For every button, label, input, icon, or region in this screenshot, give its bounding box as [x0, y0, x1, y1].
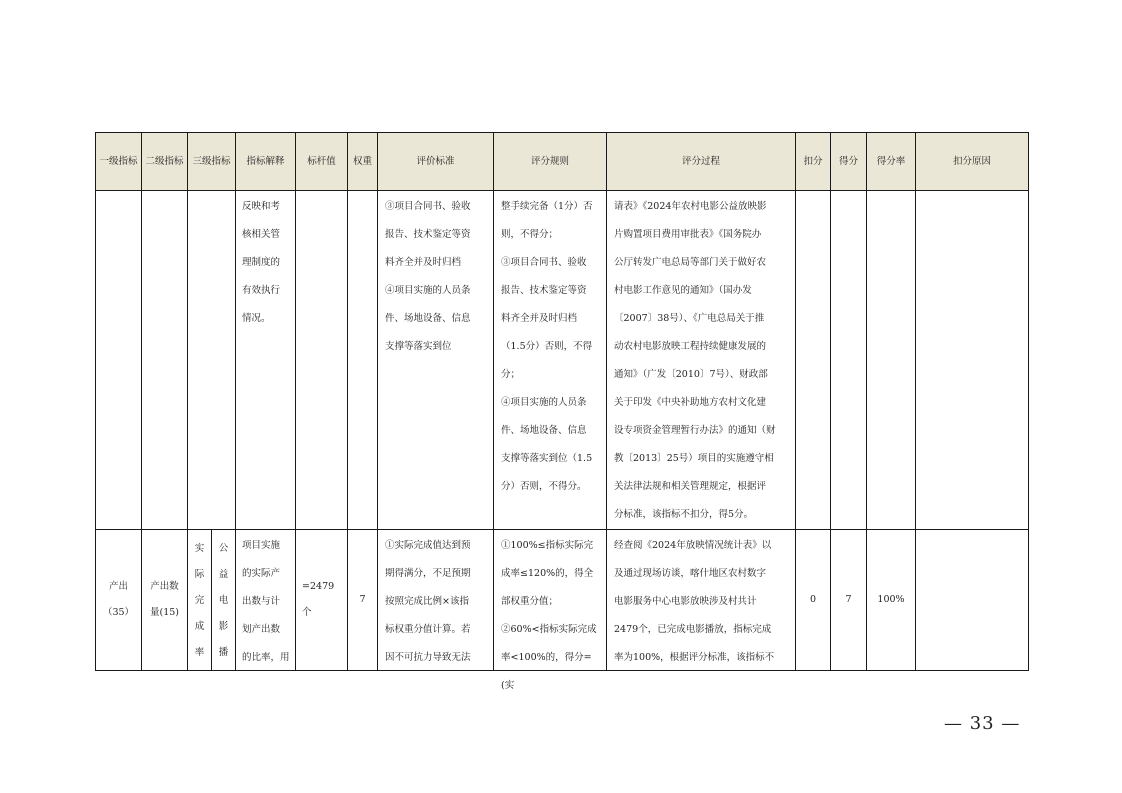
- header-benchmark: 标杆值: [296, 133, 348, 191]
- row2-score-text: 7: [845, 594, 852, 605]
- row1-score-cell: [831, 191, 867, 530]
- header-explain: 指标解释: [236, 133, 296, 191]
- header-criteria: 评价标准: [378, 133, 494, 191]
- page-number: — 33 —: [944, 713, 1021, 734]
- row2-explain-text: 项目实施 的实际产 出数与计 划产出数 的比率，用: [242, 540, 290, 663]
- header-rate: 得分率: [867, 133, 916, 191]
- header-rules: 评分规则: [494, 133, 607, 191]
- row1-rules-text: 整手续完备（1分）否 则，不得分； ③项目合同书、验收 报告、技术鉴定等资 料齐全并及时归档 （1.5分）否则，不得 分； ④项目实施的人员条 件、场地设备、信息 支撑等落实到位（1.5 分）否则，不得分。: [501, 201, 593, 492]
- row1-explain-cell: [236, 191, 296, 530]
- row1-criteria-text: ③项目合同书、验收 报告、技术鉴定等资 料齐全并及时归档 ④项目实施的人员条 件、场地设备、信息 支撑等落实到位: [385, 201, 471, 352]
- row1-explain-text: 反映和考 核相关管 理制度的 有效执行 情况。: [242, 201, 281, 324]
- row2-reason-cell: [916, 530, 1029, 671]
- row2-level1-cell: [96, 530, 142, 671]
- header-row: [96, 133, 1029, 191]
- header-reason: 扣分原因: [916, 133, 1029, 191]
- row2-benchmark-text: =2479 个: [302, 581, 335, 618]
- row1-benchmark-cell: [296, 191, 348, 530]
- row2-level3b-cell: [212, 530, 236, 671]
- row1-level2-cell: [142, 191, 188, 530]
- row2-benchmark-cell: [296, 530, 348, 671]
- row2-level1-text: 产出 （35）: [102, 581, 135, 618]
- row1-criteria-cell: [378, 191, 494, 530]
- row2-rate-text: 100%: [877, 594, 905, 605]
- header-weight: 权重: [348, 133, 378, 191]
- header-deduct: 扣分: [796, 133, 831, 191]
- row2-level3a-text: 实 际 完 成 率: [194, 543, 205, 658]
- row1-level1-cell: [96, 191, 142, 530]
- row2-process-text: 经查阅《2024年放映情况统计表》以 及通过现场访谈，喀什地区农村数字 电影服务中心电影放映涉及村共计 2479个，已完成电影播放，指标完成 率为100%，根据评分标准，该指标不: [614, 540, 775, 663]
- row2-level2-cell: [142, 530, 188, 671]
- header-level2: 二级指标: [142, 133, 188, 191]
- row2-criteria-cell: [378, 530, 494, 671]
- row2-rules-cell: [494, 530, 607, 691]
- row2-level3b-text: 公 益 电 影 播: [218, 543, 229, 658]
- table-row: [96, 530, 1029, 671]
- row2-rate-cell: [867, 530, 916, 671]
- row1-level3-cell: [188, 191, 236, 530]
- row2-level2-text: 产出数 量(15): [149, 581, 179, 618]
- header-score: 得分: [831, 133, 867, 191]
- table-row: [96, 191, 1029, 530]
- row2-criteria-text: ①实际完成值达到预 期得满分，不足预期 按照完成比例×该指 标权重分值计算。若 因不可抗力导致无法: [385, 540, 471, 663]
- header-process: 评分过程: [607, 133, 796, 191]
- row2-level3a-cell: [188, 530, 212, 671]
- row1-process-cell: [607, 191, 796, 530]
- row1-weight-cell: [348, 191, 378, 530]
- header-level3: 三级指标: [188, 133, 236, 191]
- row1-process-text: 请表》《2024年农村电影公益放映影 片购置项目费用审批表》《国务院办 公厅转发广电总局等部门关于做好农 村电影工作意见的通知》（国办发 〔2007〕38号）、《广电总局关于推 动农村电影放映工程持续健康发展的 通知》（广发〔2010〕7号）、财政部 关于印发《中央补助地方农村文化建 设专项资金管理暂行办法》的通知（财 教〔2013〕25号）项目的实施遵守相 关法律法规和相关管理规定，根据评 分标准，该指标不扣分，得5分。: [614, 201, 776, 520]
- row2-rules-text: ①100%≤指标实际完 成率≤120%的，得全 部权重分值； ②60%<指标实际完成 率<100%的，得分=(实: [501, 540, 597, 691]
- row1-rules-cell: [494, 191, 607, 530]
- row2-process-cell: [607, 530, 796, 671]
- row2-weight-cell: [348, 530, 378, 671]
- row2-deduct-text: 0: [809, 594, 817, 605]
- row1-reason-cell: [916, 191, 1029, 530]
- row2-explain-cell: [236, 530, 296, 671]
- row2-weight-text: 7: [359, 594, 366, 605]
- evaluation-table: [95, 132, 1029, 691]
- header-level1: 一级指标: [96, 133, 142, 191]
- row2-score-cell: [831, 530, 867, 671]
- row2-deduct-cell: [796, 530, 831, 671]
- row1-rate-cell: [867, 191, 916, 530]
- row1-deduct-cell: [796, 191, 831, 530]
